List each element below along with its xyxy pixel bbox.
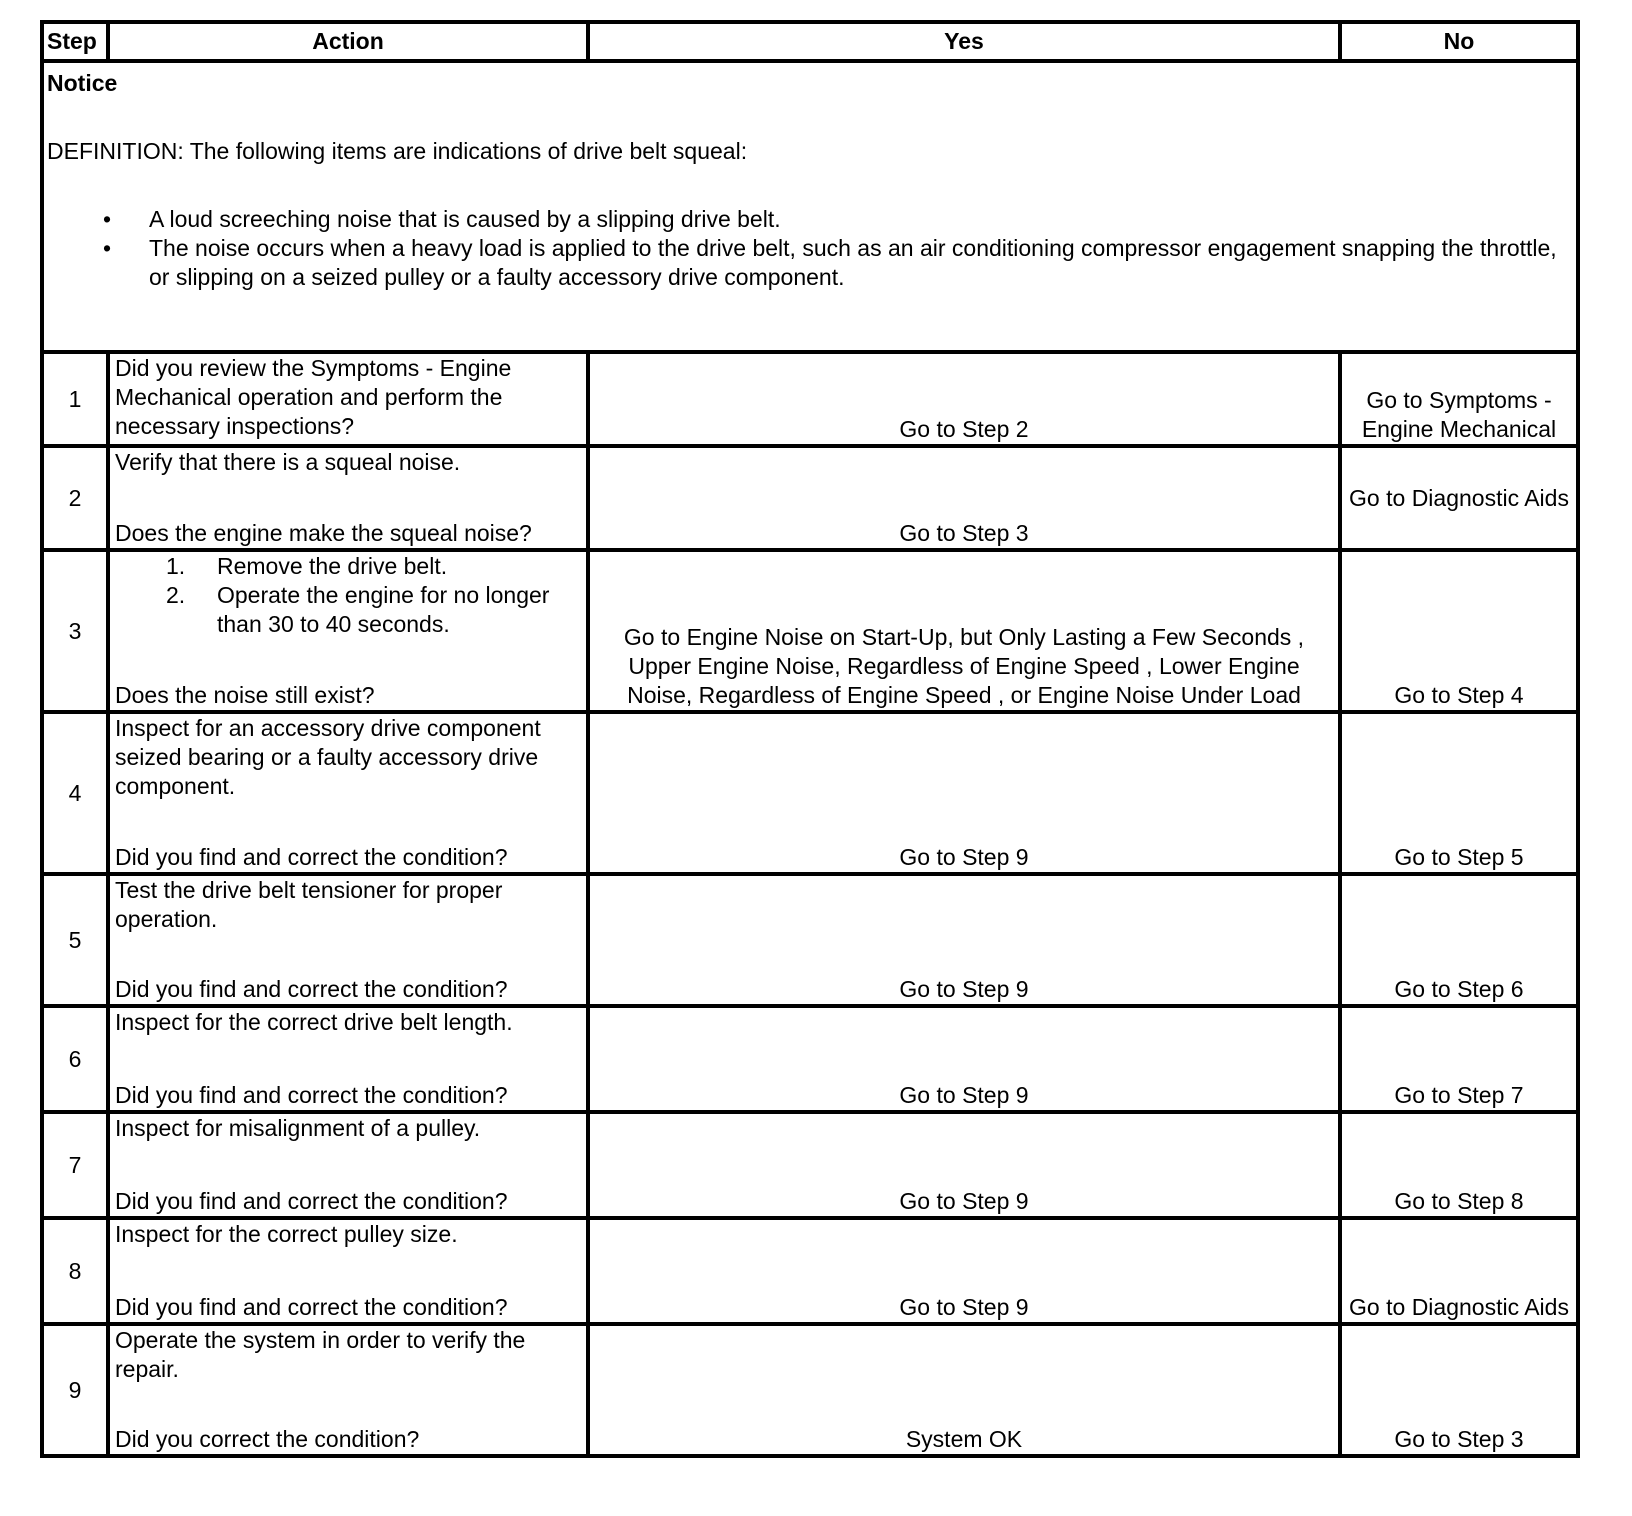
action-text: Inspect for misalignment of a pulley. [115,1115,481,1141]
yes-cell: Go to Step 9 [588,1218,1340,1324]
header-yes: Yes [588,22,1340,61]
action-question: Did you correct the condition? [115,1426,420,1452]
action-cell [108,550,588,712]
step-number: 4 [42,712,108,874]
no-cell: Go to Step 4 [1340,550,1578,712]
step-number: 8 [42,1218,108,1324]
action-question: Does the engine make the squeal noise? [115,520,532,546]
header-action: Action [108,22,588,61]
header-no: No [1340,22,1578,61]
table-row [42,1006,1578,1112]
table-row [42,874,1578,1006]
table-row [42,352,1578,446]
bullet-icon: • [103,235,112,261]
no-cell: Go to Step 3 [1340,1324,1578,1456]
yes-cell: Go to Step 3 [588,446,1340,550]
yes-cell: Go to Step 2 [588,352,1340,446]
notice-definition: DEFINITION: The following items are indications of drive belt squeal: [47,138,748,164]
notice-row [42,61,1578,352]
action-question: Did you find and correct the condition? [115,1188,508,1214]
action-question: Does the noise still exist? [115,682,375,708]
list-item [47,234,1571,292]
list-item [47,205,1571,234]
action-text: Inspect for the correct pulley size. [115,1221,458,1247]
no-cell: Go to Step 8 [1340,1112,1578,1218]
substep-text: Remove the drive belt. [217,553,448,579]
no-cell: Go to Diagnostic Aids [1340,1218,1578,1324]
no-cell: Go to Step 5 [1340,712,1578,874]
yes-cell: Go to Step 9 [588,712,1340,874]
yes-cell: Go to Step 9 [588,874,1340,1006]
action-cell [108,1218,588,1324]
table-row [42,1112,1578,1218]
action-text: Inspect for an accessory drive component seized bearing or a faulty accessory drive component. [115,715,541,799]
table-row [42,712,1578,874]
action-text: Verify that there is a squeal noise. [115,449,461,475]
no-cell: Go to Symptoms - Engine Mechanical [1340,352,1578,446]
action-text: Did you review the Symptoms - Engine Mechanical operation and perform the necessary inspections? [115,355,512,439]
action-text: Operate the system in order to verify the repair. [115,1327,526,1382]
yes-cell: System OK [588,1324,1340,1456]
yes-cell: Go to Engine Noise on Start-Up, but Only Lasting a Few Seconds , Upper Engine Noise, Regardless of Engine Speed , Lower Engine Noise, Regardless of Engine Speed , or Engine Noise Under Load [588,550,1340,712]
table-row [42,1324,1578,1456]
yes-cell: Go to Step 9 [588,1006,1340,1112]
list-item [115,552,581,581]
header-step: Step [42,22,108,61]
substep-text: Operate the engine for no longer than 30 to 40 seconds. [217,582,550,637]
step-number: 2 [42,446,108,550]
step-number: 5 [42,874,108,1006]
action-text: Inspect for the correct drive belt length. [115,1009,513,1035]
notice-cell [42,61,1578,352]
notice-bullet-list [47,205,1571,292]
step-number: 3 [42,550,108,712]
bullet-text: The noise occurs when a heavy load is applied to the drive belt, such as an air conditioning compressor engagement snapping the throttle, or slipping on a seized pulley or a faulty accessory drive component. [149,235,1557,290]
action-question: Did you find and correct the condition? [115,1082,508,1108]
table-row [42,446,1578,550]
bullet-text: A loud screeching noise that is caused by a slipping drive belt. [149,206,781,232]
list-item [115,581,581,639]
action-question: Did you find and correct the condition? [115,1294,508,1320]
diagnostic-table [40,20,1580,1458]
notice-title: Notice [47,70,118,96]
no-cell: Go to Step 6 [1340,874,1578,1006]
table-row [42,1218,1578,1324]
table-row [42,550,1578,712]
step-number: 7 [42,1112,108,1218]
action-cell [108,1112,588,1218]
substep-number: 2. [166,582,186,608]
action-cell [108,1006,588,1112]
action-cell [108,1324,588,1456]
no-cell: Go to Step 7 [1340,1006,1578,1112]
header-row [42,22,1578,61]
action-question: Did you find and correct the condition? [115,844,508,870]
no-cell: Go to Diagnostic Aids [1340,446,1578,550]
bullet-icon: • [103,206,112,232]
action-text: Test the drive belt tensioner for proper operation. [115,877,503,932]
step-number: 1 [42,352,108,446]
action-cell [108,874,588,1006]
action-question: Did you find and correct the condition? [115,976,508,1002]
action-cell [108,712,588,874]
step-number: 6 [42,1006,108,1112]
action-cell [108,352,588,446]
action-cell [108,446,588,550]
yes-cell: Go to Step 9 [588,1112,1340,1218]
substep-number: 1. [166,553,186,579]
step-number: 9 [42,1324,108,1456]
substep-list [115,552,581,639]
